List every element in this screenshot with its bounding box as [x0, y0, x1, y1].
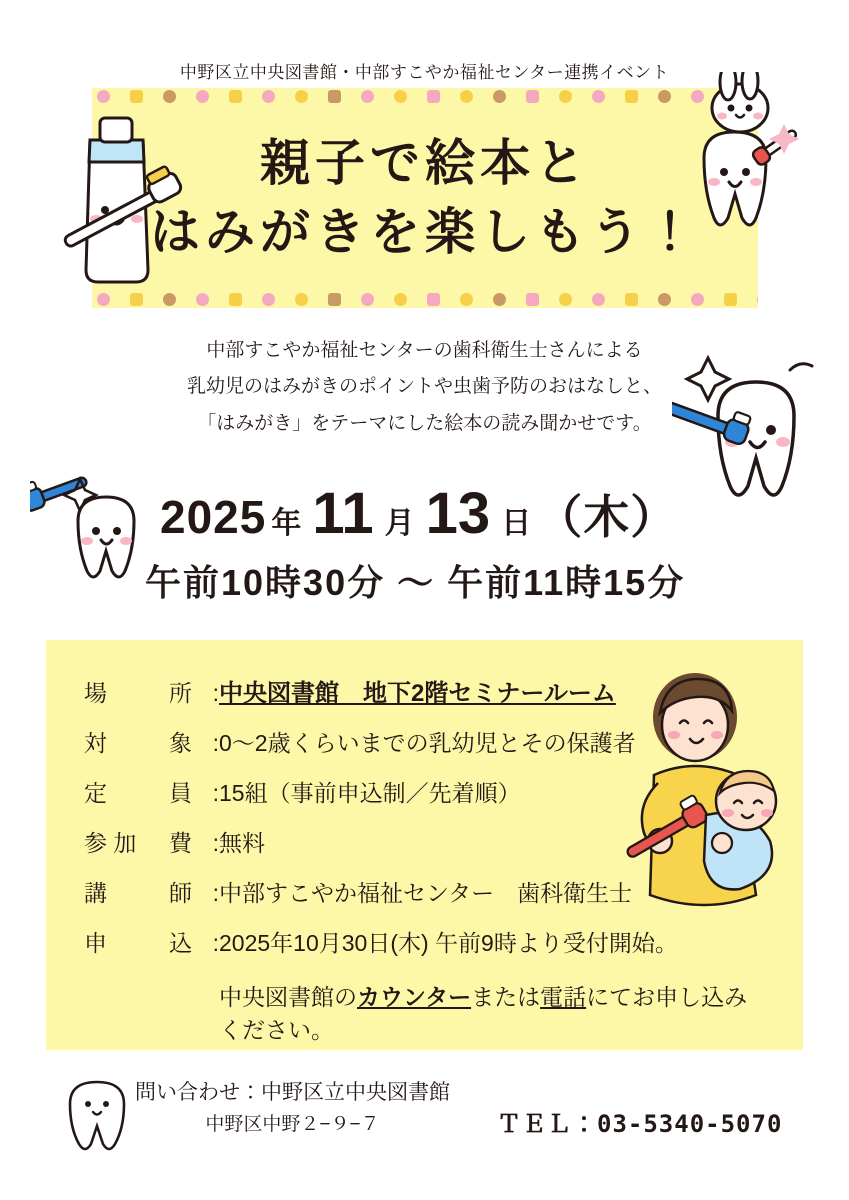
- detail-value: 無料: [219, 829, 265, 856]
- pattern-shape: [625, 90, 638, 103]
- detail-label-head: 場: [84, 680, 107, 706]
- detail-label-head: 申: [84, 929, 107, 956]
- mother-and-baby-illustration: [610, 665, 800, 955]
- pattern-shape: [559, 90, 572, 103]
- pattern-shape: [592, 293, 605, 306]
- event-day-unit: 日: [501, 507, 532, 540]
- pattern-shape: [427, 90, 440, 103]
- detail-value: 2025年10月30日(木) 午前9時より受付開始。: [219, 929, 678, 956]
- event-year: 2025: [160, 491, 267, 543]
- pattern-shape: [328, 293, 341, 306]
- application-note-post: にてお申し込みください。: [219, 983, 748, 1043]
- event-day: 13: [425, 481, 491, 546]
- event-month: 11: [312, 481, 374, 546]
- detail-label-colon: :: [212, 730, 219, 757]
- pattern-shape: [724, 293, 737, 306]
- page-eyebrow: 中野区立中央図書館・中部すこやか福祉センター連携イベント: [179, 63, 670, 82]
- footer-address-line: 中野区中野２−９−７: [205, 1113, 380, 1135]
- application-note-pre: 中央図書館の: [219, 983, 357, 1010]
- event-month-unit: 月: [384, 507, 415, 540]
- intro-line-3: 「はみがき」をテーマにした絵本の読み聞かせです。: [197, 412, 652, 434]
- pattern-shape: [262, 90, 275, 103]
- event-year-unit: 年: [271, 507, 302, 540]
- intro-line-2: 乳幼児のはみがきのポイントや虫歯予防のおはなしと、: [186, 376, 662, 398]
- detail-label-colon: :: [212, 780, 219, 807]
- pattern-shape: [295, 293, 308, 306]
- detail-label-tail: 費: [169, 829, 192, 856]
- pattern-shape: [328, 90, 341, 103]
- detail-label-tail: 員: [169, 780, 192, 807]
- pattern-shape: [229, 90, 242, 103]
- pattern-shape: [691, 293, 704, 306]
- detail-label-tail: 込: [169, 929, 192, 956]
- pattern-shape: [361, 90, 374, 103]
- application-note-phone: 電話: [540, 983, 587, 1010]
- pattern-shape: [295, 90, 308, 103]
- pattern-shape: [526, 293, 539, 306]
- page-title-line-2: はみがきを楽しもう！: [150, 204, 700, 260]
- detail-value: 中央図書館 地下2階セミナールーム: [219, 680, 616, 707]
- detail-label: [84, 679, 219, 709]
- pattern-shape: [262, 293, 275, 306]
- detail-label-head: 対: [84, 730, 107, 757]
- detail-label: [84, 779, 219, 809]
- pattern-shape: [493, 293, 506, 306]
- detail-label-colon: :: [212, 879, 219, 906]
- pattern-shape: [493, 90, 506, 103]
- pattern-shape: [394, 293, 407, 306]
- detail-label-tail: 所: [169, 680, 192, 706]
- detail-label-tail: 師: [169, 879, 192, 906]
- detail-label-colon: :: [212, 829, 219, 856]
- pattern-shape: [427, 293, 440, 306]
- pattern-shape: [625, 293, 638, 306]
- pattern-shape: [229, 293, 242, 306]
- page-footer: [0, 1068, 849, 1178]
- intro-line-1: 中部すこやか福祉センターの歯科衛生士さんによる: [206, 340, 643, 361]
- footer-contact-block: [135, 1076, 450, 1140]
- detail-value: 中部すこやか福祉センター 歯科衛生士: [219, 879, 633, 906]
- application-note-mid: または: [471, 983, 541, 1010]
- pattern-shape: [559, 293, 572, 306]
- detail-label-head: 参 加: [84, 829, 137, 856]
- footer-contact-line: 問い合わせ：中野区立中央図書館: [135, 1081, 450, 1104]
- page-title-line-1: 親子で絵本と: [260, 135, 590, 191]
- page-title: [92, 105, 758, 291]
- footer-telephone: ＴＥＬ：03-5340-5070: [497, 1110, 783, 1138]
- event-date: [160, 480, 780, 547]
- pattern-shape: [460, 293, 473, 306]
- application-note-counter: カウンター: [357, 983, 472, 1010]
- detail-label-head: 講: [84, 879, 107, 906]
- pattern-shape: [658, 293, 671, 306]
- detail-label: [84, 829, 219, 859]
- detail-label: [84, 879, 219, 909]
- pattern-shape: [592, 90, 605, 103]
- detail-value: 0～2歳くらいまでの乳幼児とその保護者: [219, 730, 636, 757]
- pattern-shape: [460, 90, 473, 103]
- detail-label-colon: :: [212, 680, 219, 706]
- detail-label: [84, 729, 219, 759]
- pattern-shape: [526, 90, 539, 103]
- pattern-shape: [658, 90, 671, 103]
- pattern-shape: [394, 90, 407, 103]
- detail-label-tail: 象: [169, 730, 192, 757]
- application-note: [219, 979, 769, 1045]
- detail-label: [84, 929, 219, 959]
- pattern-shape: [361, 293, 374, 306]
- detail-value: 15組（事前申込制／先着順）: [219, 780, 521, 807]
- event-time: 午前10時30分 ～ 午前11時15分: [145, 562, 686, 603]
- tooth-footer-icon: [62, 1074, 132, 1154]
- event-weekday: （木）: [536, 491, 678, 543]
- pattern-shape: [757, 293, 758, 306]
- detail-label-colon: :: [212, 929, 219, 956]
- detail-label-head: 定: [84, 780, 107, 807]
